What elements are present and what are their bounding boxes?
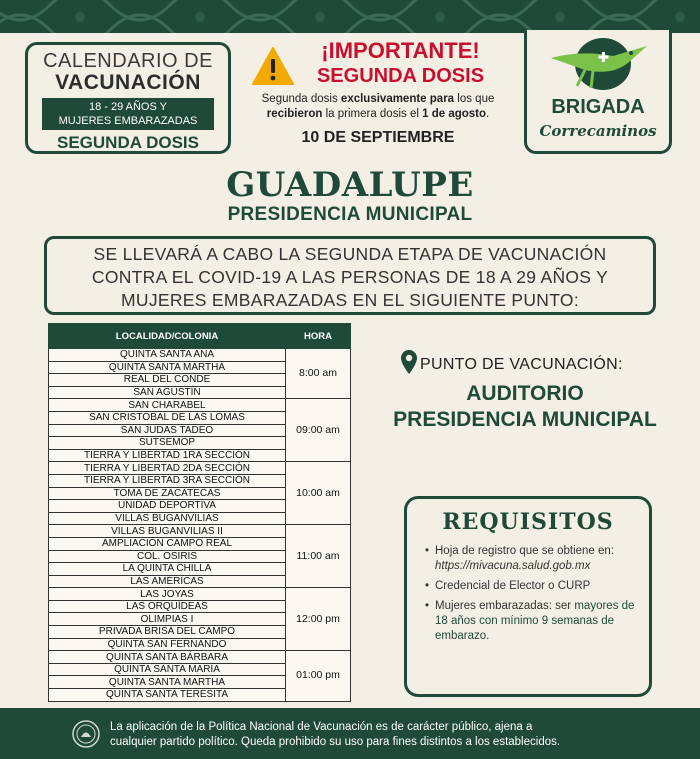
locality-column-header: LOCALIDAD/COLONIA: [49, 324, 286, 349]
locality-cell: LA QUINTA CHILLA: [49, 563, 286, 576]
important-text-d: recibieron: [266, 108, 323, 120]
locality-cell: UNIDAD DEPORTIVA: [49, 500, 286, 513]
calendar-line2: VACUNACIÓN: [55, 71, 201, 94]
locality-cell: QUINTA SANTA ANA: [49, 349, 286, 362]
top-decorative-band: [0, 0, 700, 33]
locality-cell: LAS ORQUÍDEAS: [49, 600, 286, 613]
locality-cell: VILLAS BUGANVILIAS: [49, 512, 286, 525]
hour-cell: 01:00 pm: [286, 651, 351, 701]
calendar-line3: SEGUNDA DOSIS: [56, 133, 199, 152]
map-pin-icon: [401, 350, 417, 374]
table-header-row: [49, 324, 351, 349]
requisito-emphasis: mayores de 18 años con mínimo 9 semanas de embarazo.: [435, 600, 635, 642]
warning-icon: [252, 46, 294, 86]
table-row: [49, 651, 351, 664]
locality-cell: QUINTA SANTA TERESITA: [49, 689, 286, 702]
locality-cell: VILLAS BUGANVILIAS II: [49, 525, 286, 538]
table-row: [49, 588, 351, 601]
requisito-text: Hoja de registro que se obtiene en:: [435, 545, 615, 557]
page-title: GUADALUPE: [226, 165, 474, 205]
locality-cell: SUTSEMOP: [49, 437, 286, 450]
important-text-f: 1 de agosto: [422, 108, 487, 120]
calendar-group-banner: [42, 98, 214, 130]
hour-column-header: HORA: [286, 324, 351, 349]
calendar-line1: CALENDARIO DE: [43, 50, 213, 72]
brigada-box: [524, 30, 672, 154]
locality-cell: LAS AMÉRICAS: [49, 575, 286, 588]
list-item: [425, 599, 647, 644]
locality-cell: SAN CHARABEL: [49, 399, 286, 412]
important-title: ¡IMPORTANTE!: [321, 38, 480, 63]
schedule-body: [49, 349, 351, 702]
hour-cell: 12:00 pm: [286, 588, 351, 651]
locality-cell: QUINTA SANTA BÁRBARA: [49, 651, 286, 664]
table-row: [49, 525, 351, 538]
locality-cell: SAN JUDAS TADEO: [49, 424, 286, 437]
important-text: [248, 92, 508, 122]
locality-cell: TIERRA Y LIBERTAD 3RA SECCIÓN: [49, 474, 286, 487]
footer-text: [110, 720, 670, 750]
requisito-text: Credencial de Elector o CURP: [435, 580, 591, 592]
table-row: [49, 399, 351, 412]
requisitos-box: [404, 496, 652, 697]
punto-place: [360, 381, 690, 433]
important-subtitle: SEGUNDA DOSIS: [316, 65, 485, 87]
footer-line1: La aplicación de la Política Nacional de Vacunación es de carácter público, ajena a: [110, 721, 533, 733]
locality-cell: TOMA DE ZACATECAS: [49, 487, 286, 500]
locality-cell: QUINTA SANTA MARTHA: [49, 676, 286, 689]
calendar-box: [25, 42, 231, 154]
calendar-group-line2: MUJERES EMBARAZADAS: [58, 115, 198, 127]
table-row: [49, 462, 351, 475]
announcement-line1: SE LLEVARÁ A CABO LA SEGUNDA ETAPA DE VACUNACIÓN: [93, 244, 607, 264]
punto-place-line1: AUDITORIO: [466, 382, 584, 405]
important-text-a: Segunda dosis: [261, 93, 341, 105]
requisitos-title: REQUISITOS: [442, 509, 614, 535]
locality-cell: QUINTA SANTA MARÍA: [49, 663, 286, 676]
table-row: [49, 349, 351, 362]
locality-cell: REAL DEL CONDE: [49, 374, 286, 387]
requisito-url: https://mivacuna.salud.gob.mx: [435, 560, 591, 572]
important-text-e: la primera dosis el: [322, 108, 423, 120]
locality-cell: QUINTA SANTA MARTHA: [49, 361, 286, 374]
page-subtitle: PRESIDENCIA MUNICIPAL: [227, 204, 473, 225]
list-item: [425, 579, 647, 594]
footer-band: [0, 708, 700, 759]
locality-cell: SAN CRISTÓBAL DE LAS LOMAS: [49, 411, 286, 424]
brigada-title: BRIGADA: [551, 96, 645, 118]
important-text-c: los que: [454, 93, 495, 105]
important-date: 10 DE SEPTIEMBRE: [301, 129, 455, 146]
punto-place-line2: PRESIDENCIA MUNICIPAL: [393, 408, 657, 431]
announcement-line3: MUJERES EMBARAZADAS EN EL SIGUIENTE PUNTO:: [121, 290, 579, 310]
footer-line2: cualquier partido político. Queda prohibido su uso para fines distintos a los establecidos.: [110, 736, 561, 748]
locality-cell: QUINTA SAN FERNANDO: [49, 638, 286, 651]
locality-cell: TIERRA Y LIBERTAD 1RA SECCIÓN: [49, 449, 286, 462]
hour-cell: 10:00 am: [286, 462, 351, 525]
requisito-text: Mujeres embarazadas: ser: [435, 600, 575, 612]
announcement-line2: CONTRA EL COVID-19 A LAS PERSONAS DE 18 A 29 AÑOS Y: [91, 267, 609, 287]
hour-cell: 8:00 am: [286, 349, 351, 399]
locality-cell: PRIVADA BRISA DEL CAMPO: [49, 626, 286, 639]
requisitos-list: [425, 544, 647, 649]
hour-cell: 09:00 am: [286, 399, 351, 462]
ornament-pattern-icon: [0, 0, 700, 33]
schedule-table: [48, 323, 351, 702]
important-text-b: exclusivamente para: [340, 93, 455, 105]
hour-cell: 11:00 am: [286, 525, 351, 588]
locality-cell: TIERRA Y LIBERTAD 2DA SECCIÓN: [49, 462, 286, 475]
announcement-box: [44, 236, 656, 315]
calendar-group-line1: 18 - 29 AÑOS Y: [88, 101, 168, 113]
locality-cell: LAS JOYAS: [49, 588, 286, 601]
locality-cell: SAN AGUSTÍN: [49, 386, 286, 399]
locality-cell: AMPLIACIÓN CAMPO REAL: [49, 537, 286, 550]
brigada-subtitle: Correcaminos: [539, 122, 657, 140]
roadrunner-logo: [551, 36, 649, 98]
list-item: [425, 544, 647, 574]
mexico-seal-icon: [72, 720, 100, 748]
locality-cell: OLIMPIAS I: [49, 613, 286, 626]
punto-label: PUNTO DE VACUNACIÓN:: [420, 356, 623, 373]
important-text-g: .: [486, 108, 490, 120]
locality-cell: COL. OSIRIS: [49, 550, 286, 563]
